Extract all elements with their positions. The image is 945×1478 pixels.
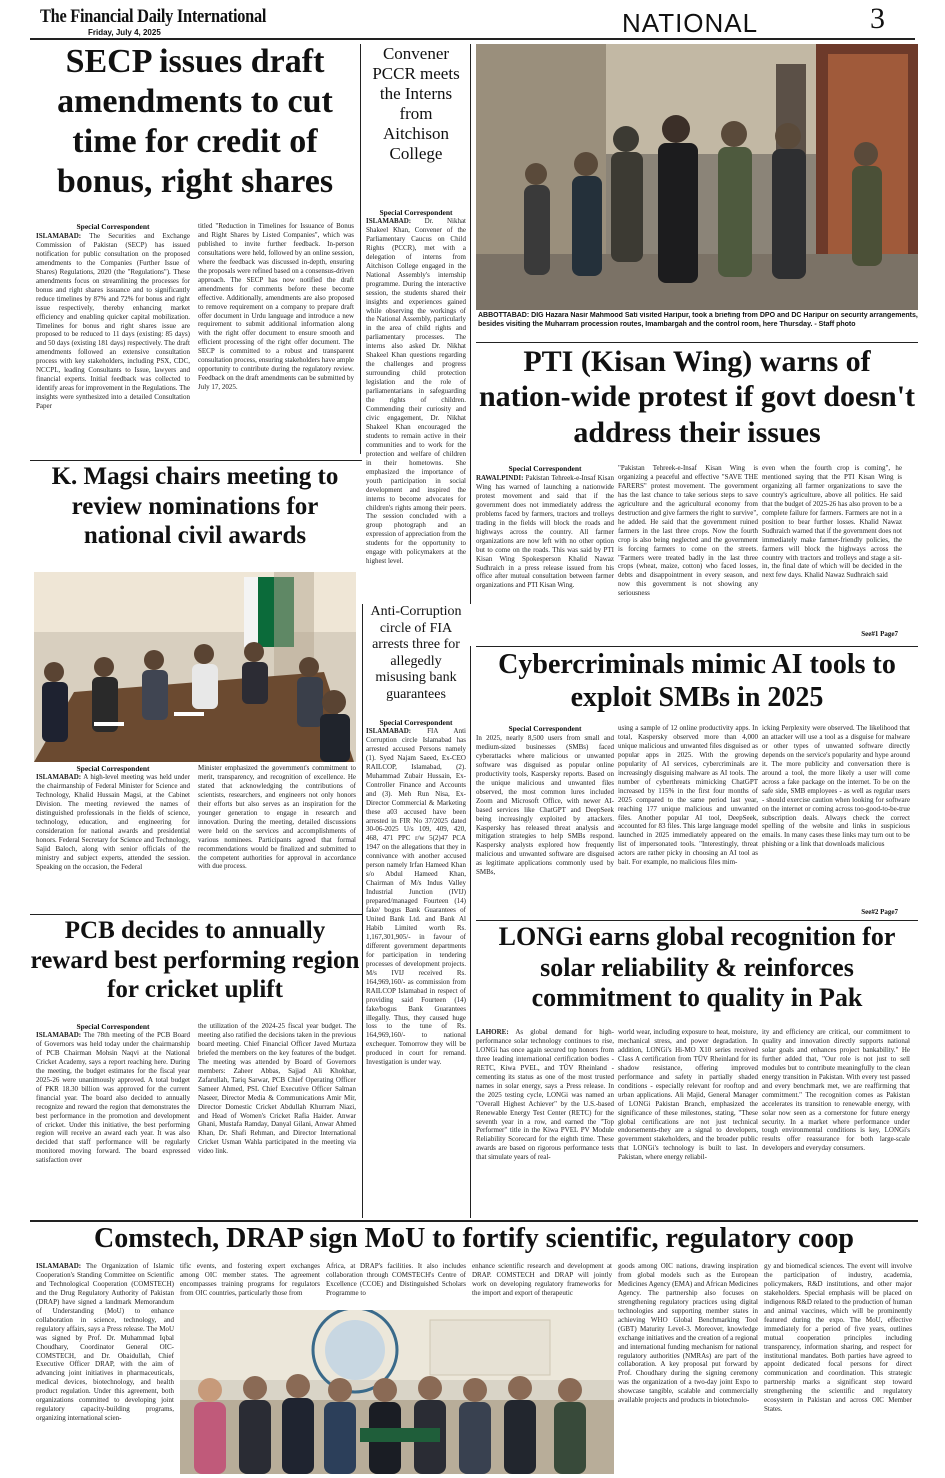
pccr-text: Dr. Nikhat Shakeel Khan, Convener of the Parliamentary Caucus on Child Rights (PCCR), met with a delegation of interns from Aitchison College engaged in the National Assembly's internship programme. During the interactive session, the students shared their insights and experiences gained while observing the workings of the National Assembly, particularly in the area of child rights and parliamentary processes. The interns also asked Dr. Nikhat Shakeel Khan questions regarding the challenges and progress surrounding child protection legislation and the role of parliamentarians in safeguarding the rights of children. Commending their curiosity and civic engagement, Dr. Nikhat Shakeel Khan encouraged the students to remain active in their communities and to work for the protection and welfare of children in their hometowns. She emphasized the importance of youth participation in social development and inspired the interns to become advocates for children's rights among their peers. The session concluded with a group photograph and an expression of appreciation from the students for the opportunity to engage with policymakers at the highest level. xyxy=(366,217,466,566)
divider xyxy=(476,920,918,921)
comstech-dateline: ISLAMABAD: xyxy=(36,1262,82,1270)
pccr-byline: Special Correspondent xyxy=(379,208,453,217)
fia-headline: Anti-Corruption circle of FIA arrests three for allegedly misusing bank guarantees xyxy=(370,604,462,702)
pti-jump: See#1 Page7 xyxy=(861,630,898,638)
fia-story xyxy=(366,718,466,1216)
masthead xyxy=(0,0,945,40)
secp-dateline: ISLAMABAD: xyxy=(36,232,82,240)
magsi-headline: K. Magsi chairs meeting to review nominations for national civil awards xyxy=(51,463,339,549)
magsi-byline: Special Correspondent xyxy=(76,764,150,773)
divider xyxy=(30,914,362,915)
divider xyxy=(470,44,471,604)
pti-byline: Special Correspondent xyxy=(508,464,582,473)
pccr-story xyxy=(366,208,466,598)
secp-col1-text: The Securities and Exchange Commission of Pakistan (SECP) has issued notification for public consultation on the proposed amendments to the Companies (Further Issue of Shares) Regulations, 2020 (the "Regulations"). These amendments focus on streamlining the processes for bonus and right shares issuance and to significantly reduce timelines by 87% and 72% for bonus and right issue respectively, thereby enhancing market efficiency and enabling quicker capital mobilization. Timelines for bonus and right shares issue are proposed to be reduced to 11 days (existing: 85 days) and 50 days (existing 181 days) respectively. The draft amendments followed an extensive consultation process with key stakeholders, including PSX, CDC, NCCPL, leading Consultants to Issue, lawyers and financial experts. Initial feedback was collected to identify areas for improvement in the Regulations. The insights were synthesized into a detailed Consultation Paper xyxy=(36,232,190,411)
fia-dateline: ISLAMABAD: xyxy=(366,727,412,735)
secp-byline: Special Correspondent xyxy=(76,222,150,231)
mou-signing-photo xyxy=(180,1310,614,1474)
longi-dateline: LAHORE: xyxy=(476,1028,509,1036)
magsi-dateline: ISLAMABAD: xyxy=(36,773,82,781)
comstech-col3: Africa, at DRAP's facilities. It also includes collaboration through COMSTECH's Centre of Excellence (CCOE) and Distinguished Scholars Programme to xyxy=(326,1262,466,1297)
paper-name: The Financial Daily International xyxy=(40,6,267,27)
longi-headline: LONGi earns global recognition for solar reliability & reinforces commitment to quality in Pak xyxy=(498,922,896,1013)
magsi-story xyxy=(36,764,356,914)
pcb-col1 xyxy=(36,1031,190,1215)
longi-col3: ity and efficiency are critical, our commitment to quality and innovation directly supports national solar goals and enhances project bankability." He further added that, "Our role is not just to sell modules but to contribute meaningfully to the clean energy transition in Pakistan. With every test passed and every benchmark met, we are reaffirming that commitment." The recognition comes as Pakistan accelerates its transition to renewable energy, with solar now seen as a cornerstone for future energy security. In a market where performance under tough environmental conditions is key, LONGi's results offer reassurance for both large-scale developers and everyday consumers. xyxy=(762,1028,910,1153)
masthead-rule xyxy=(30,38,915,40)
page-number: 3 xyxy=(870,2,885,35)
fia-byline: Special Correspondent xyxy=(379,718,453,727)
pti-col2: "Pakistan Tehreek-e-Insaf Kisan Wing is organizing a peaceful and effective "SAVE THE FARERS" protest movement. The government has the last chance to take serious steps to save agriculture and the agricultural economy from destruction and give farmers the right to survive", he added. He said that the government ruined farmers in the last three crops. Now the fourth crop is also being neglected and the government is forcing farmers to come on the streets. "Farmers were treated badly in the last three crops (wheat, maize, cotton) who faced losses, debts and disappointment in every season, and now this government is not showing any seriousness xyxy=(618,464,758,598)
pccr-text-block xyxy=(366,217,466,593)
pccr-dateline: ISLAMABAD: xyxy=(366,217,412,225)
pccr-headline: Convener PCCR meets the Interns from Aitchison College xyxy=(372,44,460,164)
comstech-col4: enhance scientific research and development at DRAP. COMSTECH and DRAP will jointly work on developing regulatory frameworks for the import and export of therapeutic xyxy=(472,1262,612,1297)
cyber-byline: Special Correspondent xyxy=(508,724,582,733)
cyber-col3: icking Perplexity were observed. The likelihood that an attacker will use a tool as a disguise for malware or other types of unwanted software directly depends on the service's popularity and hype around it. The more publicity and conversation there is around a tool, the more likely a user will come across a fake package on the internet. To be on the safe side, SMB employees - as well as regular users - should exercise caution when looking for software on the internet or coming across too-good-to-be-true subscription deals. Always check the correct spelling of the website and links in suspicious emails. In many cases these links may turn out to be phishing or a link that downloads malicious xyxy=(762,724,910,849)
comstech-col1-text: The Organization of Islamic Cooperation's Standing Committee on Scientific and Technological Cooperation (COMSTECH) and the Drug Regulatory Authority of Pakistan (DRAP) have signed a landmark Memorandum of Understanding (MoU) to enhance collaboration in science, technology, and regulatory affairs, says a Press release. The MoU was signed by Prof. Dr. Muhammad Iqbal Choudhary, Coordinator General OIC-COMSTECH, and Dr. Obaidullah, Chief Executive Officer DRAP, with the aim of advancing joint initiatives in pharmaceuticals, medical devices, biotechnology, and health product regulation. Under this agreement, both organizations committed to developing joint regulatory capacity-building programs, organizing international scien- xyxy=(36,1262,174,1423)
pcb-dateline: ISLAMABAD: xyxy=(36,1031,82,1039)
magsi-col1 xyxy=(36,773,190,913)
pcb-story xyxy=(36,1022,356,1216)
longi-col1-text: As global demand for high-performance solar technology continues to rise, LONGi has once again secured top honors from three leading international certification bodies - RETC, Kiwa PVEL, and TÜV Rheinland - cementing its status as one of the most trusted names in solar energy, says a Press release. In the 2025 testing cycle, LONGi was named an "Overall Highest Achiever" by the U.S.-based Renewable Energy Test Center (RETC) for the seventh year in a row, and earned the "Top Performer" title in the Kiwa PVEL PV Module Reliability Scorecard for the eighth time. These awards are based on rigorous performance tests that simulate years of real- xyxy=(476,1028,614,1162)
divider xyxy=(362,604,363,1218)
pcb-headline: PCB decides to annually reward best performing region for cricket uplift xyxy=(30,917,360,1003)
divider xyxy=(476,342,918,343)
secp-headline: SECP issues draft amendments to cut time for credit of bonus, right shares xyxy=(56,43,334,201)
magsi-meeting-photo xyxy=(34,572,356,762)
divider xyxy=(470,646,471,1218)
pti-dateline: RAWALPINDI: xyxy=(476,474,524,482)
fia-text: FIA Anti Corruption circle Islamabad has arrested accused Persons namely (1). Syed Najam Saeed, Ex-CEO RAILCOP, Islamabad, (2). Muhammad Zubair Hussain, Ex-Controller Finance and Accounts and (3). Meh Run Nisa, Ex-Director Commercial & Marketing these a03 accused have been arrested in FIR No 37/2025 dated 30-06-2025 U/s 109, 409, 420, 468, 471 PPC r/w 5(2)47 PCA 1947 on the allegations that they in connivance with another accused person namely Irfan Hameed Khan s/o Abdul Hameed Khan, Chairman of M/s Indus Valley Industrial Junction (IVIJ) prepared/managed Fourteen (14) fake/ bogus Bank Guarantees of United Bank Ltd. and Bank Al Habib Limited worth Rs. 1,167,301,905/- in favour of different government departments for participation in tendering processes of development projects. M/s IVIJ received Rs. 164,969,160/- as commission from RAILCOP Islamabad in respect of providing said Fourteen (14) fake/bogus Bank Guarantees illegally. Thus, they caused huge loss to the tune of Rs. 164,969,160/- to national exchequer. Tomorrow they will be produced in court for remand. Investigation is under way. xyxy=(366,727,466,1067)
pti-headline: PTI (Kisan Wing) warns of nation-wide protest if govt doesn't address their issues xyxy=(478,345,916,449)
secp-col1 xyxy=(36,232,190,458)
dig-visit-caption: ABBOTTABAD: DIG Hazara Nasir Mahmood Sati visited Haripur, took a briefing from DPO and DC Haripur on security arrangements, besides visiting the Muharram procession routes, Imambargah and the control room, here Thursday. - Staff photo xyxy=(478,312,918,328)
cyber-headline: Cybercriminals mimic AI tools to exploit SMBs in 2025 xyxy=(498,649,896,714)
comstech-col5: goods among OIC nations, drawing inspiration from global models such as the European Medicines Agency (EMA) and African Medicines Agency. The partnership also focuses on strengthening regulatory practices using digital technologies and supporting member states in achieving WHO Global Benchmarking Tool (GBT) Maturity Level-3. Moreover, knowledge exchange initiatives and the creation of a regional and international funding mechanism for national regulatory authorities (NMRAs) are part of the collaboration. A key proposal put forward by Prof. Choudhary during the signing ceremony was the organization of a two-day joint Expo to showcase tangible, scalable and commercially available projects and products in biotechnolo- xyxy=(618,1262,758,1405)
pti-col3: even when the fourth crop is coming", he mentioned saying that the PTI Kisan Wing is organizing all farmer organizations to save the country's agriculture, above all politics. He said that the budget of 2025-26 has also proven to be a complete failure for farmers. Farmers are not in a position to bear further losses. Khalid Nawaz Sudhraich warned that if the government does not immediately make farmer-friendly policies, the farmers will block the highways across the country with tractors and trolleys and stage a sit-in, the final date of which will be decided in the next few days. Khalid Nawaz Sudhraich said xyxy=(762,464,902,580)
magsi-col1-text: A high-level meeting was held under the chairmanship of Federal Minister for Science and Technology, Khalid Hussain Magsi, at the Cabinet Division. The meeting reviewed the names of distinguished professionals in the fields of science, technology, education, and engineering for consideration for national awards and presidential honors. Federal Secretary for Science and Technology, Sajid Baloch, along with senior officials of the ministry and subject experts, attended the session. Speaking on the occasion, the Federal xyxy=(36,773,190,871)
section-name: NATIONAL xyxy=(622,8,759,38)
divider xyxy=(30,460,362,461)
pti-col1-text: Pakistan Tehreek-e-Insaf Kisan Wing has warned of launching a nationwide protest movement and said that if the government does not immediately address the problems faced by farmers, tractors and trolleys trading in the fields will block the roads and highways across the country. All farmer organizations are now left with no other option but to come on the roads. This was said by PTI Kisan Wing Spokesperson Khalid Nawaz Sudhraich in a press release issued from his office after mutual consultation between farmer organizations and PTI Kisan Wing. xyxy=(476,474,614,590)
longi-story xyxy=(476,1028,918,1216)
pcb-col2: the utilization of the 2024-25 fiscal year budget. The meeting also ratified the decisions taken in the previous board meeting. Chief Financial Officer Javed Murtaza briefed the members on the key features of the budget. The meeting was attended by Board of Governors members: Zaheer Abbas, Sajjad Ali Khokhar, Zafarullah, Tariq Sarwar, PCB Chief Operating Officer Sameer Ahmed, PSL Chief Executive Officer Salman Naseer, Director Media & Communications Amir Mir, Director Domestic Cricket Abdullah Khurram Niazi, and Head of Women's Cricket Rafia Haider. Anwar Ghani, Mustafa Ramday, Danyal Gilani, Anwar Ahmed Khan, Dr. Shafi Rehman, and Director International Cricket Usman Wahla participated in the meeting via video link. xyxy=(198,1022,356,1156)
divider xyxy=(476,646,918,647)
cyber-col2: using a sample of 12 online productivity apps. In total, Kaspersky observed more than 4,000 unique malicious and unwanted files disguised as popular apps in 2025. With the growing popularity of AI services, cybercriminals are increasingly disguising malware as AI tools. The number of cyberthreats mimicking ChatGPT increased by 115% in the first four months of 2025 compared to the same period last year, reaching 177 unique malicious and unwanted files. Another popular AI tool, DeepSeek, accounted for 83 files. This large language model launched in 2025 immediately appeared on the list of impersonated tools. "Interestingly, threat actors are rather picky in choosing an AI tool as bait. For example, no malicious files mim- xyxy=(618,724,758,867)
secp-story xyxy=(36,222,354,458)
pti-story xyxy=(476,464,918,644)
longi-col2: world wear, including exposure to heat, moisture, mechanical stress, and power degradation. In addition, LONGi's Hi-MO X10 series received Class A certification from TÜV Rheinland for its shadow resistance, offering improved performance and safety in partially shaded conditions - especially relevant for rooftop and urban applications. Ali Majid, General Manager of LONGi Pakistan Branch, emphasized the significance of these milestones, stating, "These global certifications are not just technical endorsements-they are a signal to developers, government stakeholders, and the broader public that LONGi's technology is built to last. In Pakistan, where energy reliabil- xyxy=(618,1028,758,1162)
issue-date: Friday, July 4, 2025 xyxy=(88,28,161,37)
cyber-jump: See#2 Page7 xyxy=(861,908,898,916)
magsi-col2: Minister emphasized the government's commitment to merit, transparency, and recognition of excellence. He stated that acknowledging the contributions of scientists, researchers, and engineers not only honors their efforts but also serves as an inspiration for the younger generation to engage in research and innovation. During the meeting, detailed discussions were held on the services and accomplishments of various nominees. Participants agreed that formal recommendations would be finalized and submitted to the competent authorities for approval in accordance with due process. xyxy=(198,764,356,871)
pti-col1 xyxy=(476,474,614,634)
divider xyxy=(360,44,361,454)
comstech-headline: Comstech, DRAP sign MoU to fortify scientific, regulatory coop xyxy=(93,1223,854,1254)
secp-col2: titled "Reduction in Timelines for Issuance of Bonus and Right Shares by Listed Companies", which was published to invite further feedback. In-person consultations were held, followed by an online session, where the feedback was discussed in-depth, ensuring the proposals were refined based on a consensus-driven approach. The SECP has now notified the draft amendments for comments before these become effective. Additionally, amendments are also proposed to remove requirement on a company to prepare draft offer document in Urdu language and introduce a new requirement to submit additional information along with the right offer document to ensure smooth and efficient processing of the right offer document. The SECP is committed to a robust and transparent consultation process, ensuring stakeholders have ample opportunity to contribute during the regulatory review. Feedback on the draft amendments can be submitted by July 17, 2025. xyxy=(198,222,354,392)
dig-visit-photo xyxy=(476,44,918,310)
comstech-col6: gy and biomedical sciences. The event will involve the participation of industry, academia, policymakers, R&D institutions, and other major stakeholders. Special emphasis will be placed on indigenous R&D related to the production of human and animal vaccines, which will be prominently featured during the expo. The MoU, effective immediately for a period of five years, outlines mutual cooperation principles including transparency, information sharing, and respect for institutional mandates. Both parties have agreed to appoint dedicated focal persons for direct communication and coordination. This strategic partnership marks a significant step toward strengthening the scientific and regulatory ecosystem in Pakistan and across OIC Member States. xyxy=(764,1262,912,1414)
cyber-col1: In 2025, nearly 8,500 users from small and medium-sized businesses (SMBs) faced cyberattacks where malicious or unwanted software was disguised as popular online productivity tools, Kaspersky reports. Based on the unique malicious and unwanted files observed, the most common lures included Zoom and Microsoft Office, with newer AI-based services like ChatGPT and DeepSeek being increasingly exploited by attackers. Kaspersky has released threat analysis and mitigation strategies to help SMBs respond. Kaspersky analysts explored how frequently malicious and unwanted software are disguised as legitimate applications commonly used by SMBs, xyxy=(476,734,614,877)
fia-text-block xyxy=(366,727,466,1215)
longi-col1 xyxy=(476,1028,614,1214)
pcb-col1-text: The 78th meeting of the PCB Board of Governors was held today under the chairmanship of PCB Chairman Mohsin Naqvi at the National Cricket Academy, says a report reaching here. During the meeting, the budget estimates for the fiscal year 2025-26 were unanimously approved. A total budget of PKR 18.30 billion was approved for the current financial year. The board also decided to annually recognize and reward the region that demonstrates the best performance in the promotion and development of cricket. Under this initiative, the best performing region will receive an award each year. It was also decided that staff performance will be regularly monitored moving forward. The board expressed satisfaction over xyxy=(36,1031,190,1165)
cyber-story xyxy=(476,724,918,920)
comstech-col2: tific events, and fostering expert exchanges among OIC member states. The agreement encompasses training programs for regulators from OIC countries, particularly those from xyxy=(180,1262,320,1297)
pcb-byline: Special Correspondent xyxy=(76,1022,150,1031)
comstech-col1 xyxy=(36,1262,174,1474)
comstech-story xyxy=(36,1262,916,1476)
